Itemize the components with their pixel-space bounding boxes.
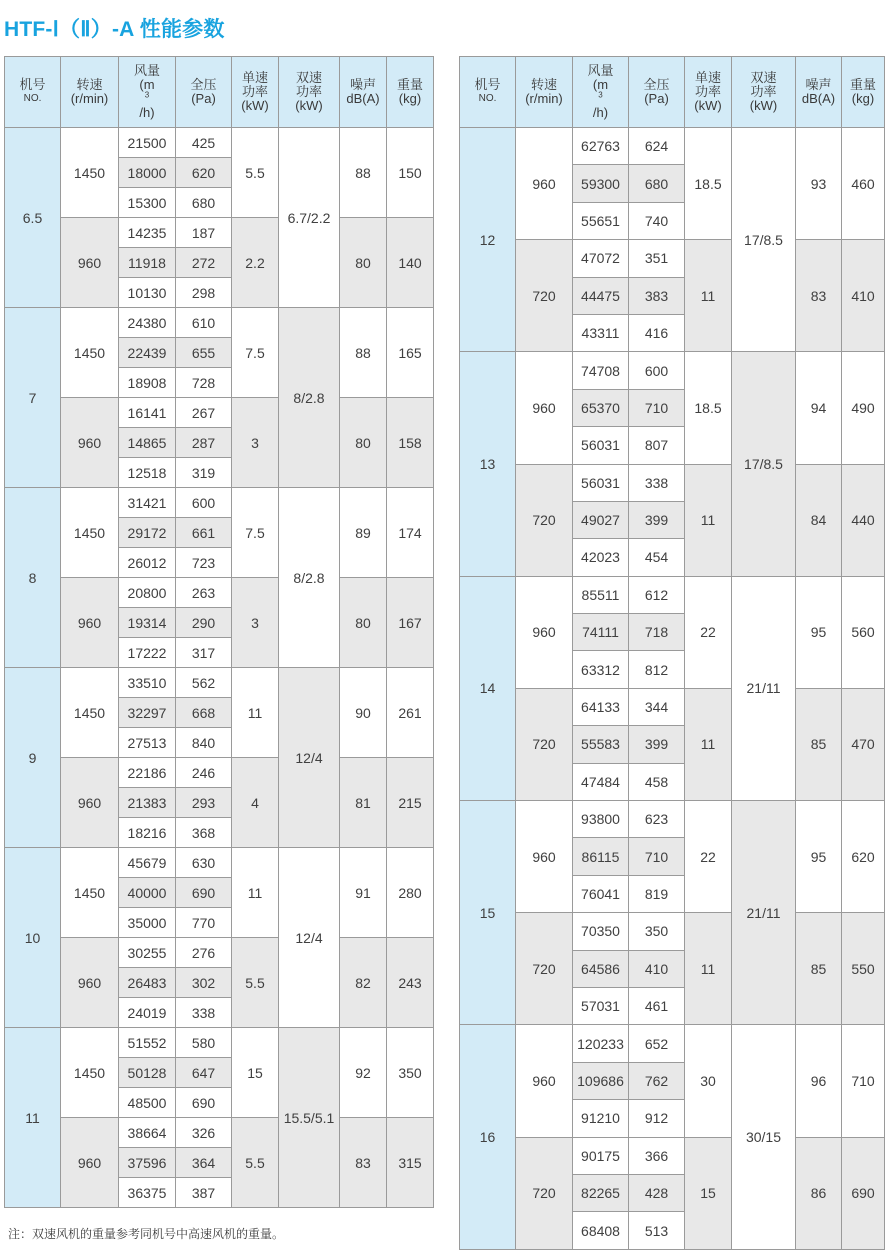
speed-cell: 960	[516, 352, 573, 464]
table-row	[460, 913, 885, 950]
table-row	[5, 1118, 434, 1148]
table-row	[460, 128, 885, 165]
single-power-cell: 30	[685, 1025, 732, 1137]
noise-cell: 92	[340, 1028, 387, 1118]
pressure-cell: 680	[176, 188, 232, 218]
model-number-cell: 13	[460, 352, 516, 576]
speed-cell: 960	[516, 128, 573, 240]
airflow-cell: 57031	[573, 987, 629, 1024]
pressure-cell: 302	[176, 968, 232, 998]
weight-cell: 261	[387, 668, 434, 758]
noise-cell: 95	[796, 576, 842, 688]
airflow-cell: 18908	[119, 368, 176, 398]
table-row	[5, 1028, 434, 1058]
airflow-cell: 37596	[119, 1148, 176, 1178]
pressure-cell: 762	[629, 1062, 685, 1099]
single-power-cell: 22	[685, 576, 732, 688]
single-power-cell: 7.5	[232, 488, 279, 578]
pressure-cell: 630	[176, 848, 232, 878]
airflow-cell: 55651	[573, 202, 629, 239]
single-power-cell: 11	[685, 913, 732, 1025]
pressure-cell: 600	[176, 488, 232, 518]
pressure-cell: 623	[629, 801, 685, 838]
single-power-cell: 15	[685, 1137, 732, 1249]
pressure-cell: 740	[629, 202, 685, 239]
airflow-cell: 82265	[573, 1174, 629, 1211]
speed-cell: 1450	[61, 848, 119, 938]
pressure-cell: 387	[176, 1178, 232, 1208]
weight-cell: 410	[842, 240, 885, 352]
single-power-cell: 7.5	[232, 308, 279, 398]
table-row	[5, 578, 434, 608]
airflow-cell: 44475	[573, 277, 629, 314]
speed-cell: 960	[61, 1118, 119, 1208]
airflow-cell: 15300	[119, 188, 176, 218]
weight-cell: 470	[842, 688, 885, 800]
airflow-cell: 50128	[119, 1058, 176, 1088]
airflow-cell: 31421	[119, 488, 176, 518]
pressure-cell: 317	[176, 638, 232, 668]
pressure-cell: 600	[629, 352, 685, 389]
pressure-cell: 399	[629, 501, 685, 538]
airflow-cell: 19314	[119, 608, 176, 638]
speed-cell: 1450	[61, 308, 119, 398]
model-number-cell: 15	[460, 801, 516, 1025]
airflow-cell: 42023	[573, 539, 629, 576]
pressure-cell: 661	[176, 518, 232, 548]
speed-cell: 960	[61, 218, 119, 308]
airflow-cell: 93800	[573, 801, 629, 838]
weight-cell: 174	[387, 488, 434, 578]
noise-cell: 94	[796, 352, 842, 464]
speed-cell: 1450	[61, 668, 119, 758]
speed-cell: 1450	[61, 1028, 119, 1118]
weight-cell: 140	[387, 218, 434, 308]
airflow-cell: 10130	[119, 278, 176, 308]
airflow-cell: 11918	[119, 248, 176, 278]
airflow-cell: 26483	[119, 968, 176, 998]
dual-power-cell: 6.7/2.2	[279, 128, 340, 308]
speed-cell: 960	[516, 576, 573, 688]
weight-cell: 620	[842, 801, 885, 913]
table-row	[5, 308, 434, 338]
pressure-cell: 690	[176, 878, 232, 908]
dual-power-cell: 21/11	[732, 576, 796, 800]
airflow-cell: 22439	[119, 338, 176, 368]
airflow-cell: 63312	[573, 651, 629, 688]
header-airflow: 风量 (m $^3$ /h)	[573, 57, 629, 128]
pressure-cell: 840	[176, 728, 232, 758]
weight-cell: 350	[387, 1028, 434, 1118]
weight-cell: 280	[387, 848, 434, 938]
pressure-cell: 383	[629, 277, 685, 314]
airflow-cell: 18216	[119, 818, 176, 848]
weight-cell: 315	[387, 1118, 434, 1208]
airflow-cell: 43311	[573, 314, 629, 351]
speed-cell: 720	[516, 688, 573, 800]
airflow-cell: 91210	[573, 1100, 629, 1137]
airflow-cell: 74708	[573, 352, 629, 389]
airflow-cell: 29172	[119, 518, 176, 548]
airflow-cell: 21500	[119, 128, 176, 158]
single-power-cell: 2.2	[232, 218, 279, 308]
page-title: HTF-Ⅰ（Ⅱ）-A 性能参数	[4, 18, 225, 41]
pressure-cell: 620	[176, 158, 232, 188]
single-power-cell: 18.5	[685, 352, 732, 464]
airflow-cell: 109686	[573, 1062, 629, 1099]
speed-cell: 720	[516, 913, 573, 1025]
airflow-cell: 33510	[119, 668, 176, 698]
table-row	[5, 848, 434, 878]
single-power-cell: 11	[685, 464, 732, 576]
weight-cell: 215	[387, 758, 434, 848]
airflow-cell: 55583	[573, 726, 629, 763]
weight-cell: 158	[387, 398, 434, 488]
pressure-cell: 246	[176, 758, 232, 788]
pressure-cell: 680	[629, 165, 685, 202]
pressure-cell: 366	[629, 1137, 685, 1174]
airflow-cell: 35000	[119, 908, 176, 938]
airflow-cell: 64586	[573, 950, 629, 987]
pressure-cell: 770	[176, 908, 232, 938]
airflow-cell: 59300	[573, 165, 629, 202]
weight-cell: 460	[842, 128, 885, 240]
dual-power-cell: 12/4	[279, 668, 340, 848]
pressure-cell: 624	[629, 128, 685, 165]
airflow-cell: 62763	[573, 128, 629, 165]
pressure-cell: 612	[629, 576, 685, 613]
airflow-cell: 51552	[119, 1028, 176, 1058]
noise-cell: 82	[340, 938, 387, 1028]
pressure-cell: 298	[176, 278, 232, 308]
pressure-cell: 263	[176, 578, 232, 608]
airflow-cell: 12518	[119, 458, 176, 488]
airflow-cell: 21383	[119, 788, 176, 818]
airflow-cell: 14235	[119, 218, 176, 248]
header-weight: 重量 (kg)	[842, 57, 885, 128]
pressure-cell: 287	[176, 428, 232, 458]
noise-cell: 81	[340, 758, 387, 848]
noise-cell: 90	[340, 668, 387, 758]
pressure-cell: 416	[629, 314, 685, 351]
pressure-cell: 461	[629, 987, 685, 1024]
noise-cell: 80	[340, 398, 387, 488]
single-power-cell: 5.5	[232, 128, 279, 218]
weight-cell: 243	[387, 938, 434, 1028]
airflow-cell: 120233	[573, 1025, 629, 1062]
table-row	[460, 801, 885, 838]
airflow-cell: 38664	[119, 1118, 176, 1148]
airflow-cell: 20800	[119, 578, 176, 608]
header-speed: 转速 (r/min)	[61, 57, 119, 128]
pressure-cell: 610	[176, 308, 232, 338]
airflow-cell: 27513	[119, 728, 176, 758]
pressure-cell: 652	[629, 1025, 685, 1062]
table-row	[460, 352, 885, 389]
single-power-cell: 4	[232, 758, 279, 848]
airflow-cell: 47484	[573, 763, 629, 800]
noise-cell: 89	[340, 488, 387, 578]
table-row	[5, 758, 434, 788]
noise-cell: 85	[796, 688, 842, 800]
header-dual-power: 双速 功率 (kW)	[279, 57, 340, 128]
weight-cell: 550	[842, 913, 885, 1025]
table-row	[5, 488, 434, 518]
pressure-cell: 338	[176, 998, 232, 1028]
speed-cell: 960	[516, 801, 573, 913]
table-row	[460, 1137, 885, 1174]
pressure-cell: 276	[176, 938, 232, 968]
pressure-cell: 272	[176, 248, 232, 278]
table-row	[5, 218, 434, 248]
airflow-cell: 16141	[119, 398, 176, 428]
pressure-cell: 647	[176, 1058, 232, 1088]
pressure-cell: 807	[629, 427, 685, 464]
single-power-cell: 11	[685, 688, 732, 800]
weight-cell: 490	[842, 352, 885, 464]
speed-cell: 960	[61, 758, 119, 848]
noise-cell: 93	[796, 128, 842, 240]
single-power-cell: 15	[232, 1028, 279, 1118]
speed-cell: 1450	[61, 488, 119, 578]
table-row	[460, 688, 885, 725]
pressure-cell: 718	[629, 614, 685, 651]
single-power-cell: 11	[232, 848, 279, 938]
airflow-cell: 49027	[573, 501, 629, 538]
header-dual-power: 双速 功率 (kW)	[732, 57, 796, 128]
pressure-cell: 728	[176, 368, 232, 398]
noise-cell: 91	[340, 848, 387, 938]
weight-cell: 440	[842, 464, 885, 576]
pressure-cell: 319	[176, 458, 232, 488]
model-number-cell: 14	[460, 576, 516, 800]
speed-cell: 720	[516, 1137, 573, 1249]
pressure-cell: 267	[176, 398, 232, 428]
header-single-power: 单速 功率 (kW)	[232, 57, 279, 128]
model-number-cell: 8	[5, 488, 61, 668]
airflow-cell: 68408	[573, 1212, 629, 1249]
airflow-cell: 36375	[119, 1178, 176, 1208]
airflow-cell: 45679	[119, 848, 176, 878]
pressure-cell: 812	[629, 651, 685, 688]
pressure-cell: 344	[629, 688, 685, 725]
table-row	[460, 464, 885, 501]
pressure-cell: 710	[629, 838, 685, 875]
airflow-cell: 30255	[119, 938, 176, 968]
pressure-cell: 458	[629, 763, 685, 800]
airflow-cell: 85511	[573, 576, 629, 613]
speed-cell: 1450	[61, 128, 119, 218]
airflow-cell: 76041	[573, 875, 629, 912]
dual-power-cell: 17/8.5	[732, 352, 796, 576]
airflow-cell: 24019	[119, 998, 176, 1028]
pressure-cell: 338	[629, 464, 685, 501]
pressure-cell: 819	[629, 875, 685, 912]
header-airflow: 风量 (m $^3$ /h)	[119, 57, 176, 128]
single-power-cell: 3	[232, 398, 279, 488]
table-body	[460, 128, 885, 1250]
table-row	[460, 240, 885, 277]
header-noise: 噪声 dB(A)	[796, 57, 842, 128]
noise-cell: 80	[340, 578, 387, 668]
pressure-cell: 350	[629, 913, 685, 950]
speed-cell: 960	[61, 398, 119, 488]
noise-cell: 85	[796, 913, 842, 1025]
airflow-cell: 74111	[573, 614, 629, 651]
airflow-cell: 64133	[573, 688, 629, 725]
single-power-cell: 5.5	[232, 1118, 279, 1208]
noise-cell: 86	[796, 1137, 842, 1249]
pressure-cell: 668	[176, 698, 232, 728]
performance-table-left	[4, 56, 434, 1208]
weight-cell: 710	[842, 1025, 885, 1137]
airflow-cell: 14865	[119, 428, 176, 458]
airflow-cell: 56031	[573, 427, 629, 464]
pressure-cell: 513	[629, 1212, 685, 1249]
single-power-cell: 11	[232, 668, 279, 758]
noise-cell: 84	[796, 464, 842, 576]
table-header	[5, 57, 434, 128]
speed-cell: 720	[516, 464, 573, 576]
airflow-cell: 47072	[573, 240, 629, 277]
model-number-cell: 11	[5, 1028, 61, 1208]
pressure-cell: 428	[629, 1174, 685, 1211]
header-pressure: 全压 (Pa)	[176, 57, 232, 128]
table-body	[5, 128, 434, 1208]
model-number-cell: 9	[5, 668, 61, 848]
header-noise: 噪声 dB(A)	[340, 57, 387, 128]
pressure-cell: 399	[629, 726, 685, 763]
airflow-cell: 24380	[119, 308, 176, 338]
noise-cell: 88	[340, 308, 387, 398]
pressure-cell: 912	[629, 1100, 685, 1137]
footnote: 注：双速风机的重量参考同机号中高速风机的重量。	[8, 1227, 285, 1241]
airflow-cell: 65370	[573, 389, 629, 426]
table-row	[460, 576, 885, 613]
pressure-cell: 410	[629, 950, 685, 987]
pressure-cell: 562	[176, 668, 232, 698]
table-row	[5, 668, 434, 698]
dual-power-cell: 30/15	[732, 1025, 796, 1249]
single-power-cell: 18.5	[685, 128, 732, 240]
airflow-cell: 22186	[119, 758, 176, 788]
weight-cell: 690	[842, 1137, 885, 1249]
pressure-cell: 351	[629, 240, 685, 277]
pressure-cell: 368	[176, 818, 232, 848]
weight-cell: 150	[387, 128, 434, 218]
weight-cell: 165	[387, 308, 434, 398]
noise-cell: 96	[796, 1025, 842, 1137]
noise-cell: 95	[796, 801, 842, 913]
pressure-cell: 326	[176, 1118, 232, 1148]
weight-cell: 167	[387, 578, 434, 668]
noise-cell: 88	[340, 128, 387, 218]
dual-power-cell: 21/11	[732, 801, 796, 1025]
model-number-cell: 12	[460, 128, 516, 352]
model-number-cell: 10	[5, 848, 61, 1028]
speed-cell: 960	[61, 938, 119, 1028]
single-power-cell: 5.5	[232, 938, 279, 1028]
pressure-cell: 690	[176, 1088, 232, 1118]
speed-cell: 960	[61, 578, 119, 668]
weight-cell: 560	[842, 576, 885, 688]
airflow-cell: 17222	[119, 638, 176, 668]
header-pressure: 全压 (Pa)	[629, 57, 685, 128]
pressure-cell: 293	[176, 788, 232, 818]
header-weight: 重量 (kg)	[387, 57, 434, 128]
airflow-cell: 32297	[119, 698, 176, 728]
header-model: 机号 NO.	[460, 57, 516, 128]
dual-power-cell: 8/2.8	[279, 488, 340, 668]
table-row	[5, 128, 434, 158]
pressure-cell: 187	[176, 218, 232, 248]
performance-table-right	[459, 56, 885, 1250]
single-power-cell: 22	[685, 801, 732, 913]
speed-cell: 960	[516, 1025, 573, 1137]
pressure-cell: 710	[629, 389, 685, 426]
airflow-cell: 40000	[119, 878, 176, 908]
airflow-cell: 56031	[573, 464, 629, 501]
pressure-cell: 580	[176, 1028, 232, 1058]
airflow-cell: 70350	[573, 913, 629, 950]
noise-cell: 83	[340, 1118, 387, 1208]
single-power-cell: 3	[232, 578, 279, 668]
table-row	[460, 1025, 885, 1062]
pressure-cell: 425	[176, 128, 232, 158]
table-header	[460, 57, 885, 128]
dual-power-cell: 8/2.8	[279, 308, 340, 488]
single-power-cell: 11	[685, 240, 732, 352]
table-row	[5, 398, 434, 428]
table-row	[5, 938, 434, 968]
model-number-cell: 7	[5, 308, 61, 488]
airflow-cell: 18000	[119, 158, 176, 188]
airflow-cell: 48500	[119, 1088, 176, 1118]
airflow-cell: 86115	[573, 838, 629, 875]
header-single-power: 单速 功率 (kW)	[685, 57, 732, 128]
header-model: 机号 NO.	[5, 57, 61, 128]
pressure-cell: 364	[176, 1148, 232, 1178]
dual-power-cell: 15.5/5.1	[279, 1028, 340, 1208]
airflow-cell: 90175	[573, 1137, 629, 1174]
pressure-cell: 454	[629, 539, 685, 576]
pressure-cell: 290	[176, 608, 232, 638]
dual-power-cell: 12/4	[279, 848, 340, 1028]
pressure-cell: 655	[176, 338, 232, 368]
speed-cell: 720	[516, 240, 573, 352]
airflow-cell: 26012	[119, 548, 176, 578]
dual-power-cell: 17/8.5	[732, 128, 796, 352]
pressure-cell: 723	[176, 548, 232, 578]
noise-cell: 80	[340, 218, 387, 308]
noise-cell: 83	[796, 240, 842, 352]
model-number-cell: 6.5	[5, 128, 61, 308]
header-speed: 转速 (r/min)	[516, 57, 573, 128]
model-number-cell: 16	[460, 1025, 516, 1249]
